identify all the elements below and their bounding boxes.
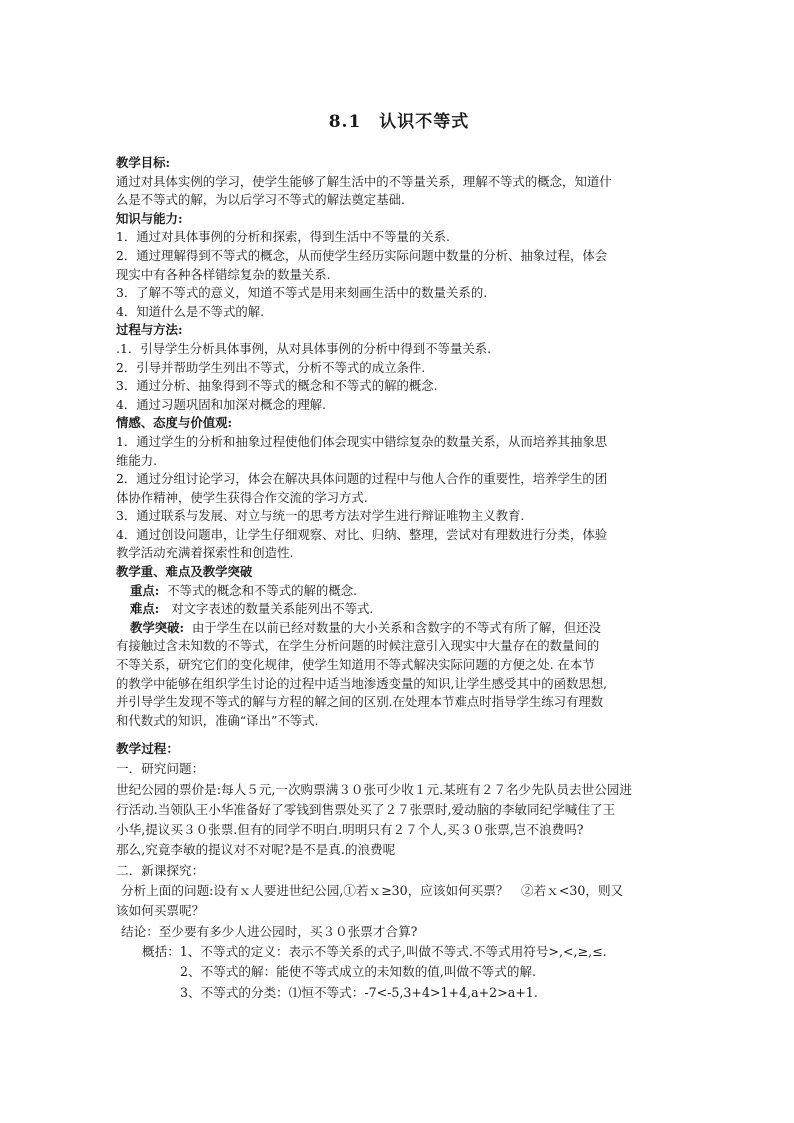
key-point-line xyxy=(116,582,682,601)
summary-item: 1、不等式的定义：表示不等关系的式子,叫做不等式.不等式用符号>,<,≥,≤. xyxy=(179,943,607,959)
difficulty-line xyxy=(116,600,682,619)
summary-line xyxy=(116,942,682,962)
list-item: 教学活动充满着探索性和创造性. xyxy=(116,545,294,561)
list-item: 体协作精神，使学生获得合作交流的学习方式. xyxy=(116,489,368,505)
breakthrough-line xyxy=(116,619,682,638)
paragraph-line: 行活动.当领队王小华准备好了零钱到售票处买了２７张票时,爱动脑的李敏同纪学喊住了王 xyxy=(116,801,616,817)
paragraph-line: 有接触过含未知数的不等式，在学生分析问题的时候注意引入现实中大量存在的数量间的 xyxy=(116,638,600,654)
list-item: 2．通过理解得到不等式的概念，从而使学生经历实际问题中数量的分析、抽象过程，体会 xyxy=(116,247,608,263)
teaching-process-heading: 教学过程： xyxy=(116,741,179,756)
paragraph-line: 那么,究竟李敏的提议对不对呢?是不是真.的浪费呢 xyxy=(116,842,396,858)
page-title: 8.1 认识不等式 xyxy=(328,112,470,132)
list-item: 1．通过对具体事例的分析和探索，得到生活中不等量的关系. xyxy=(116,229,450,245)
paragraph-line: 小华,提议买３０张票.但有的同学不明白.明明只有２７个人,买３０张票,岂不浪费吗? xyxy=(116,822,584,838)
list-item: 4．通过习题巩固和加深对概念的理解. xyxy=(116,396,327,412)
list-item: 2．通过分组讨论学习，体会在解决具体问题的过程中与他人合作的重要性，培养学生的团 xyxy=(116,471,608,487)
breakthrough-label: 教学突破: xyxy=(130,619,185,635)
list-item: 2．引导并帮助学生列出不等式，分析不等式的成立条件. xyxy=(116,359,426,375)
part-two-title: 二．新课探究： xyxy=(116,862,205,878)
list-item: 维能力. xyxy=(116,452,158,468)
list-item: 3．通过联系与发展、对立与统一的思考方法对学生进行辩证唯物主义教育. xyxy=(116,508,525,524)
paragraph-line: 么是不等式的解，为以后学习不等式的解法奠定基础. xyxy=(116,192,405,208)
list-item: 现实中有各种各样错综复杂的数量关系. xyxy=(116,266,331,282)
paragraph-line: 的教学中能够在组织学生讨论的过程中适当地渗透变量的知识,让学生感受其中的函数思想, xyxy=(116,675,608,691)
paragraph-line: 并引导学生发现不等式的解与方程的解之间的区别.在处理本节难点时指导学生练习有理数 xyxy=(116,694,604,710)
paragraph-line: 世纪公园的票价是:每人５元,一次购票满３０张可少收１元.某班有２７名少先队员去世公园进 xyxy=(116,781,632,797)
list-item: 4．通过创设问题串，让学生仔细观察、对比、归纳、整理，尝试对有理数进行分类，体验 xyxy=(116,526,608,542)
list-item: .1．引导学生分析具体事例，从对具体事例的分析中得到不等量关系. xyxy=(116,340,492,356)
difficulty-text: 对文字表述的数量关系能列出不等式. xyxy=(171,601,374,617)
teaching-process-section xyxy=(116,739,682,1003)
knowledge-ability-heading: 知识与能力: xyxy=(116,210,183,226)
key-difficulty-heading: 教学重、难点及教学突破 xyxy=(116,564,253,580)
paragraph-line: 和代数式的知识，准确“译出”不等式. xyxy=(116,712,319,728)
summary-label: 概括： xyxy=(142,943,180,959)
paragraph-line: 不等关系，研究它们的变化规律，使学生知道用不等式解决实际问题的方便之处. 在本节 xyxy=(116,657,595,673)
paragraph-line: 通过对具体实例的学习，使学生能够了解生活中的不等量关系，理解不等式的概念，知道什 xyxy=(116,173,612,189)
list-item: 4．知道什么是不等式的解. xyxy=(116,303,265,319)
key-point-text: 不等式的概念和不等式的解的概念. xyxy=(167,582,358,598)
analysis-line: 该如何买票呢？ xyxy=(116,903,205,919)
lesson-objectives-section xyxy=(116,154,682,730)
analysis-line: 分析上面的问题:设有ｘ人要进世纪公园,①若ｘ≥30，应该如何买票？ ②若ｘ<30，则又 xyxy=(121,883,624,899)
summary-item: 3、不等式的分类：⑴恒不等式：-7<-5,3+4>1+4,a+2>a+1. xyxy=(180,984,538,1000)
list-item: 3．了解不等式的意义，知道不等式是用来刻画生活中的数量关系的. xyxy=(116,285,488,301)
summary-item: 2、不等式的解：能使不等式成立的未知数的值,叫做不等式的解. xyxy=(180,964,537,980)
key-point-label: 重点: xyxy=(130,582,160,598)
breakthrough-text: 由于学生在以前已经对数量的大小关系和含数字的不等式有所了解，但还没 xyxy=(192,619,601,635)
list-item: 3．通过分析、抽象得到不等式的概念和不等式的解的概念. xyxy=(116,378,438,394)
teaching-goal-heading: 教学目标: xyxy=(116,155,171,170)
part-one-title: 一．研究问题： xyxy=(116,761,205,777)
conclusion-line: 结论：至少要有多少人进公园时，买３０张票才合算? xyxy=(121,923,418,939)
process-method-heading: 过程与方法: xyxy=(116,322,183,338)
list-item: 1．通过学生的分析和抽象过程使他们体会现实中错综复杂的数量关系，从而培养其抽象思 xyxy=(116,433,608,449)
attitude-values-heading: 情感、态度与价值观: xyxy=(116,415,233,431)
difficulty-label: 难点: xyxy=(130,601,160,617)
